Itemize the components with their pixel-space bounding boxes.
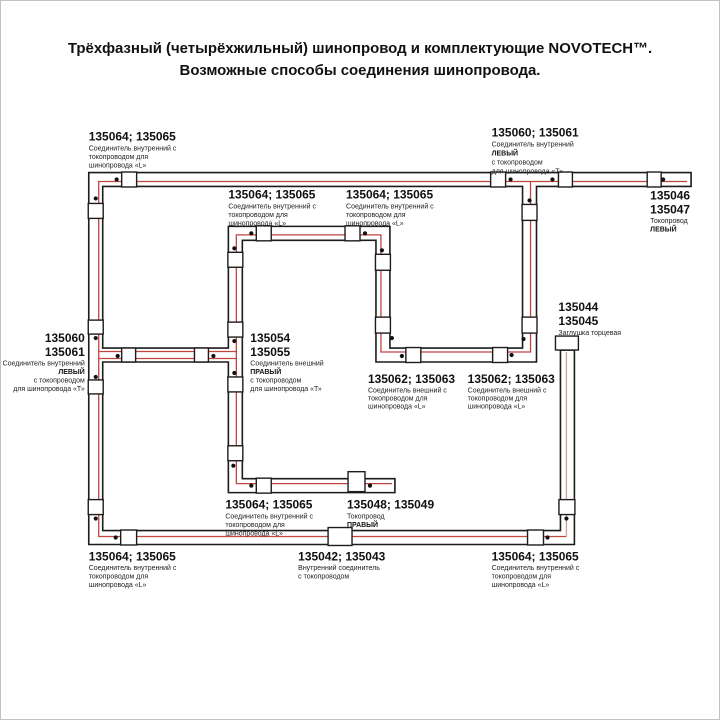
connector-box bbox=[348, 472, 365, 492]
part-desc: с токопроводом bbox=[33, 377, 85, 385]
part-desc: шинопровода «L» bbox=[225, 530, 283, 538]
part-number: 135060 bbox=[44, 331, 85, 346]
label-inner-t-left-top bbox=[492, 126, 579, 176]
feed-point-dot bbox=[363, 231, 367, 235]
label-inner-l-top-mid-2 bbox=[346, 187, 434, 227]
part-desc: шинопровода «L» bbox=[228, 220, 286, 228]
part-desc: Заглушка торцевая bbox=[558, 330, 622, 338]
part-desc: с токопроводом bbox=[298, 573, 350, 581]
feed-point-dot bbox=[400, 354, 404, 358]
part-desc: Соединитель внутренний с bbox=[88, 145, 177, 153]
feed-point-dot bbox=[94, 516, 98, 520]
connector-box bbox=[228, 252, 243, 267]
connector-box bbox=[88, 380, 103, 394]
feed-point-dot bbox=[232, 371, 236, 375]
feed-point-dot bbox=[231, 464, 235, 468]
connector-box bbox=[375, 317, 390, 333]
part-desc: Соединитель внутренний с bbox=[225, 513, 313, 521]
connector-box bbox=[522, 204, 537, 220]
part-number: 135046 bbox=[650, 188, 691, 203]
connector-box bbox=[406, 348, 421, 363]
busbar-diagram bbox=[1, 1, 719, 719]
feed-point-dot bbox=[380, 248, 384, 252]
part-desc: токопроводом для bbox=[491, 573, 552, 581]
part-desc: токопроводом для bbox=[346, 211, 406, 219]
connector-box bbox=[88, 500, 103, 515]
feed-point-dot bbox=[249, 484, 253, 488]
title-line-1: Трёхфазный (четырёхжильный) шинопровод и комплектующие NOVOTECH™. bbox=[67, 39, 653, 57]
label-inner-l-bottom-right bbox=[492, 549, 580, 588]
feed-point-dot bbox=[564, 516, 568, 520]
feed-point-dot bbox=[94, 336, 98, 340]
label-outer-l-2 bbox=[468, 372, 555, 410]
connector-box bbox=[121, 530, 137, 545]
part-number: 135062; 135063 bbox=[367, 371, 456, 386]
title-line-2: Возможные способы соединения шинопровода. bbox=[179, 61, 541, 79]
connector-box bbox=[555, 336, 578, 350]
part-number: 135042; 135043 bbox=[298, 549, 386, 564]
part-number: 135064; 135065 bbox=[491, 549, 579, 564]
part-desc: токопроводом для bbox=[367, 395, 428, 403]
part-desc: Соединитель внутренний bbox=[2, 360, 85, 368]
part-desc: токопроводом для bbox=[467, 395, 528, 403]
connector-box bbox=[345, 226, 360, 241]
feed-point-dot bbox=[550, 177, 554, 181]
part-desc: Соединитель внутренний с bbox=[88, 564, 177, 572]
part-desc: шинопровода «L» bbox=[467, 403, 526, 411]
part-desc: Соединитель внутренний с bbox=[228, 203, 316, 211]
connector-box bbox=[493, 348, 508, 363]
part-desc: Соединитель внутренний с bbox=[491, 564, 580, 572]
part-desc: шинопровода «L» bbox=[88, 162, 147, 170]
part-number: 135064; 135065 bbox=[225, 497, 313, 512]
part-number: 135062; 135063 bbox=[467, 371, 555, 386]
feed-point-dot bbox=[521, 337, 525, 341]
part-number: 135064; 135065 bbox=[88, 129, 176, 144]
part-desc: Токопровод bbox=[650, 217, 688, 225]
part-desc: Соединитель внешний с bbox=[467, 387, 547, 395]
label-feed-left bbox=[650, 188, 690, 233]
label-inner-l-top-left bbox=[89, 130, 177, 170]
connector-box bbox=[256, 478, 271, 493]
feed-point-dot bbox=[508, 177, 512, 181]
part-number: 135064; 135065 bbox=[88, 549, 176, 564]
part-desc: шинопровода «L» bbox=[346, 220, 404, 228]
part-desc: Соединитель внутренний с bbox=[346, 203, 434, 211]
connector-box bbox=[88, 320, 103, 334]
label-outer-t-right-center bbox=[250, 331, 323, 393]
connector-box bbox=[88, 203, 103, 218]
connector-box bbox=[522, 317, 537, 333]
feed-point-dot bbox=[116, 354, 120, 358]
feed-point-dot bbox=[115, 177, 119, 181]
part-desc: для шинопровода «Т» bbox=[491, 168, 564, 176]
connector-box bbox=[559, 500, 575, 515]
part-desc: Токопровод bbox=[347, 513, 385, 521]
connector-box bbox=[228, 446, 243, 461]
connector-box bbox=[256, 226, 271, 241]
connector-box bbox=[328, 528, 352, 546]
part-number: 135061 bbox=[44, 345, 85, 360]
connector-box bbox=[647, 172, 661, 187]
connector-box bbox=[228, 377, 243, 392]
feed-point-dot bbox=[94, 196, 98, 200]
feed-point-dot bbox=[232, 339, 236, 343]
feed-point-dot bbox=[232, 246, 236, 250]
part-number: 135048; 135049 bbox=[347, 497, 435, 512]
part-number: 135047 bbox=[650, 202, 691, 217]
part-desc: Соединитель внешний bbox=[250, 360, 324, 368]
part-desc: Соединитель внешний с bbox=[367, 387, 447, 395]
part-number: 135045 bbox=[558, 314, 599, 329]
label-straight-connector bbox=[298, 549, 385, 580]
part-desc: шинопровода «L» bbox=[88, 581, 147, 589]
label-inner-l-bottom-left bbox=[89, 549, 177, 588]
feed-point-dot bbox=[661, 177, 665, 181]
part-number: 135064; 135065 bbox=[228, 187, 316, 202]
part-desc: ЛЕВЫЙ bbox=[58, 368, 85, 376]
part-desc: Внутренний соединитель bbox=[298, 564, 380, 572]
feed-point-dot bbox=[114, 535, 118, 539]
connector-box bbox=[375, 254, 390, 270]
part-desc: шинопровода «L» bbox=[367, 403, 426, 411]
connector-box bbox=[122, 348, 136, 362]
feed-point-dot bbox=[249, 231, 253, 235]
part-number: 135054 bbox=[250, 331, 291, 346]
connector-box bbox=[194, 348, 208, 362]
feed-point-dot bbox=[545, 535, 549, 539]
connector-box bbox=[528, 530, 544, 545]
feed-point-dot bbox=[368, 484, 372, 488]
part-desc: ПРАВЫЙ bbox=[347, 522, 378, 530]
part-number: 135055 bbox=[250, 345, 291, 360]
feed-point-dot bbox=[509, 353, 513, 357]
label-feed-right bbox=[347, 498, 434, 529]
part-desc: Соединитель внутренний bbox=[491, 141, 574, 149]
label-endcap bbox=[558, 300, 621, 337]
label-inner-l-top-mid-1 bbox=[228, 187, 316, 227]
feed-point-dot bbox=[94, 375, 98, 379]
part-desc: токопроводом для bbox=[228, 211, 288, 219]
part-desc: ЛЕВЫЙ bbox=[491, 150, 519, 158]
label-inner-t-left-side bbox=[3, 331, 86, 393]
feed-point-dot bbox=[211, 354, 215, 358]
connector-box bbox=[228, 322, 243, 337]
part-number: 135044 bbox=[558, 300, 599, 315]
part-number: 135060; 135061 bbox=[491, 125, 579, 140]
part-desc: токопроводом для bbox=[225, 522, 285, 530]
part-number: 135064; 135065 bbox=[346, 187, 434, 202]
part-desc: с токопроводом bbox=[491, 159, 543, 167]
part-desc: с токопроводом bbox=[250, 377, 302, 385]
part-desc: токопроводом для bbox=[88, 154, 149, 162]
part-desc: ЛЕВЫЙ bbox=[650, 226, 677, 234]
feed-point-dot bbox=[527, 198, 531, 202]
feed-point-dot bbox=[390, 336, 394, 340]
page-title bbox=[68, 40, 652, 79]
part-desc: шинопровода «L» bbox=[491, 581, 550, 589]
part-desc: ПРАВЫЙ bbox=[250, 368, 282, 376]
label-outer-l-1 bbox=[368, 372, 455, 410]
part-desc: для шинопровода «Т» bbox=[250, 385, 322, 393]
connector-box bbox=[122, 172, 137, 187]
part-desc: для шинопровода «Т» bbox=[13, 385, 85, 393]
part-desc: токопроводом для bbox=[88, 573, 149, 581]
